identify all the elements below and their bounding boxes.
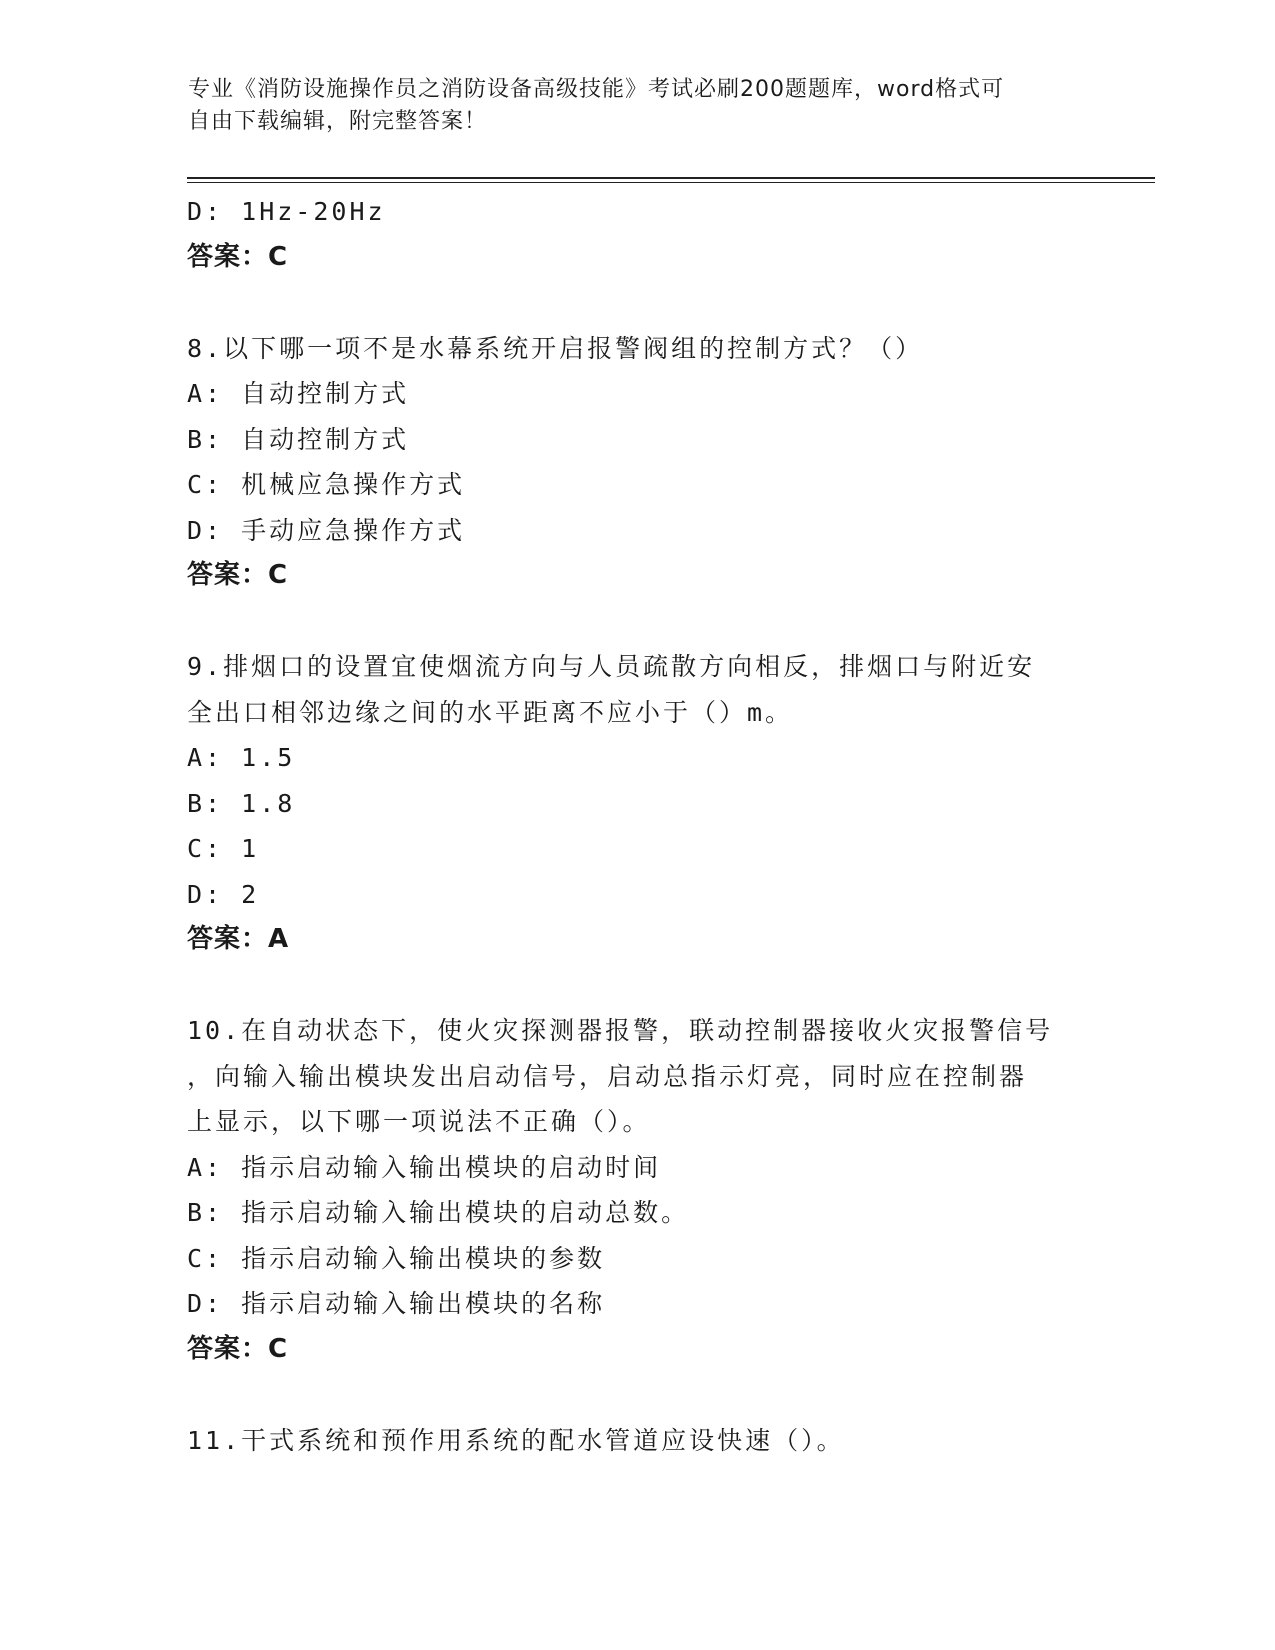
spacer (187, 963, 1087, 1009)
option-d: D: 指示启动输入输出模块的名称 (187, 1289, 606, 1318)
header-title-line-2: 自由下载编辑，附完整答案！ (188, 109, 488, 134)
option-d: D: 手动应急操作方式 (187, 515, 466, 545)
question-11 (187, 1418, 1087, 1464)
header-title-line-1: 专业《消防设施操作员之消防设备高级技能》考试必刷200题题库，word格式可 (188, 77, 1005, 102)
header-rule-thick (187, 177, 1155, 179)
option-b: B: 1.8 (187, 788, 296, 818)
question-list (187, 189, 1087, 1463)
document-header (188, 74, 1088, 138)
option-c: C: 指示启动输入输出模块的参数 (187, 1243, 606, 1273)
question-9 (187, 644, 1087, 963)
option-a: A: 指示启动输入输出模块的启动时间 (187, 1152, 662, 1182)
question-stem-line-2: ，向输入输出模块发出启动信号，启动总指示灯亮，同时应在控制器 (187, 1061, 1028, 1091)
answer-line: 答案：A (187, 924, 290, 954)
option-d: D: 1Hz-20Hz (187, 197, 386, 226)
answer-line: 答案：C (187, 560, 289, 590)
option-c: C: 机械应急操作方式 (187, 470, 466, 499)
option-a: A: 1.5 (187, 743, 296, 772)
option-d: D: 2 (187, 879, 260, 909)
question-stem-line-1: 9.排烟口的设置宜使烟流方向与人员疏散方向相反，排烟口与附近安 (187, 652, 1036, 681)
question-stem-line-1: 10.在自动状态下，使火灾探测器报警，联动控制器接收火灾报警信号 (187, 1016, 1054, 1045)
option-c: C: 1 (187, 834, 260, 863)
spacer (187, 599, 1087, 645)
question-7-tail (187, 189, 1087, 280)
question-stem: 8.以下哪一项不是水幕系统开启报警阀组的控制方式？（） (187, 333, 924, 363)
answer-line: 答案：C (187, 241, 289, 272)
option-b: B: 指示启动输入输出模块的启动总数。 (187, 1198, 690, 1227)
spacer (187, 1372, 1087, 1418)
spacer (187, 280, 1087, 326)
option-b: B: 自动控制方式 (187, 424, 410, 454)
question-stem: 11.干式系统和预作用系统的配水管道应设快速（）。 (187, 1425, 845, 1455)
question-10 (187, 1008, 1087, 1372)
header-rule-thin (187, 182, 1155, 183)
option-a: A: 自动控制方式 (187, 379, 410, 408)
question-8 (187, 326, 1087, 599)
answer-line: 答案：C (187, 1333, 289, 1364)
question-stem-line-2: 全出口相邻边缘之间的水平距离不应小于（）m。 (187, 697, 794, 727)
question-stem-line-3: 上显示，以下哪一项说法不正确（）。 (187, 1107, 651, 1136)
